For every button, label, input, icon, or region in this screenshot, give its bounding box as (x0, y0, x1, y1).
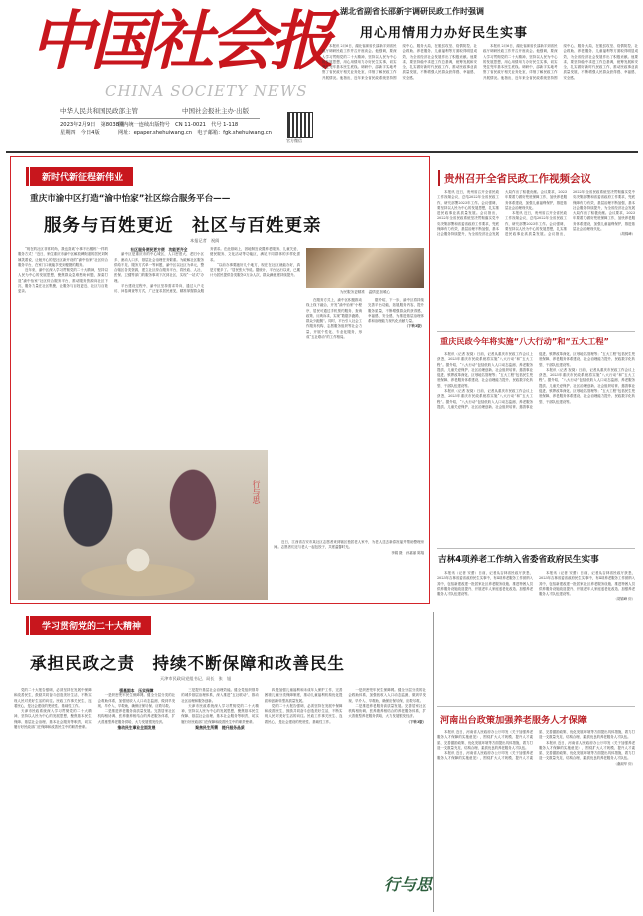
chongqing2-headline: 重庆民政今年将实施“八大行动”和“五大工程” (440, 336, 609, 346)
issue-number: 第8038期 (100, 122, 125, 128)
website[interactable]: 网址：epaper.shehuiwang.cn (118, 130, 193, 136)
jilin-headline: 吉林4项养老工作纳入省委省政府民生实事 (438, 555, 599, 565)
masthead-title: 中国社会报 (30, 4, 330, 79)
chongqing2-body: 本报讯（记者 祝阅）日前，记者从重庆市民政工作会议上获悉，2023年重庆市民政系统将实施“八大行动”和“五大工程”。据介绍，“八大行动”包括低收入人口动态监测、养老服务提质、儿童关爱保护、社区治理创新、社会组织培育、慈善事业促进、殡葬改革深化、区划地名管理等；“五大工程”包括民生兜底保障、养老服务体系建设、社会治理能力提升、民政数字化转型、干部队伍建设等。 本报讯（记者 祝阅）日前，记者从重庆市民政工作会议上获悉，2023年重庆市民政系统将实施“八大行动”和“五大工程”。据介绍，“八大行动”包括低收入人口动态监测、养老服务提质、儿童关爱保护、社区治理创新、社会组织培育、慈善事业促进、殡葬改革深化、区划地名管理等；“五大工程”包括民生兜底保障、养老服务体系建设、社会治理能力提升、民政数字化转型、干部队伍建设等。 本报讯（记者 祝阅）日前，记者从重庆市民政工作会议上获悉，2023年重庆市民政系统将实施“八大行动”和“五大工程”。据介绍，“八大行动”包括低收入人口动态监测、养老服务提质、儿童关爱保护、社区治理创新、社会组织培育、慈善事业促进、殡葬改革深化、区划地名管理等；“五大工程”包括民生兜底保障、养老服务体系建设、社会治理能力提升、民政数字化转型、干部队伍建设等。 (437, 352, 635, 409)
feature-headline: 服务与百姓更近 社区与百姓更亲 (44, 216, 322, 236)
feature-subhead-1: 社区服务便民更方便 功能更齐全 (130, 247, 188, 252)
feature-main-photo (18, 450, 268, 600)
cn-number: CN 11-0021 (175, 122, 206, 128)
masthead-english: CHINA SOCIETY NEWS (105, 82, 308, 100)
logo-stamp: 行与思 (384, 875, 433, 894)
feature-photo-credit: 李娟 摄 孙嘉丽 陈翔 (391, 550, 424, 555)
study-more: （下转3版） (406, 719, 426, 724)
feature-photo-caption: 近日，江西省吉安市某社区志愿者来到辖区独居老人家中，为老人送去新春祝福并帮助整理房间。志愿者们还与老人一起包饺子，共度温馨时光。 李娟 摄 孙嘉丽 陈翔 (274, 540, 424, 555)
masthead-tagline-left: 中华人民共和国民政部主管 (60, 107, 138, 115)
study-section-tag: 学习贯彻党的二十大精神 (30, 616, 151, 635)
feature-stamp-vertical: 行与思 (252, 480, 261, 504)
unified-label: 国内统一连续出版物号 (118, 122, 170, 128)
feature-kicker: 重庆市渝中区打造“渝中怡家”社区综合服务平台—— (30, 194, 231, 204)
study-subhead-1: 强基固本 压实保障 (119, 688, 154, 693)
study-body: 党的二十大报告强调，必须坚持在发展中保障和改善民生，鼓励共同奋斗创造美好生活，不断实现人民对美好生活的向往。民政工作事关民生、连着民心，是社会建设的兜底性、基础性工作。 天津市民政系统深入学习贯彻党的二十大精神，坚持以人民为中心的发展思想，聚焦基本民生保障、基层社会治理、基本社会服务等职责，切实履行好民政部门在保障和改善民生中的职责使命。 强基固本 压实保障 一是织密兜牢民生保障网。健全分层分类的社会救助体系，加强低收入人口动态监测，做到早发现、早介入、早救助，确保应保尽保、应救尽救。 二是推进养老服务高质量发展。完善居家社区机构相协调、医养康养相结合的养老服务体系，扩大普惠型养老服务供给，大力发展银发经济。 推动民生事业全面发展 三是提升基层社会治理效能。健全党组织领导的城乡基层治理体系，深入推进“五社联动”，推动社区治理和服务创新。 天津市民政系统深入学习贯彻党的二十大精神，坚持以人民为中心的发展思想，聚焦基本民生保障、基层社会治理、基本社会服务等职责，切实履行好民政部门在保障和改善民生中的职责使命。 聚焦民生所需 提升服务品质 四是加强儿童福利和未成年人保护工作，完善困境儿童分类保障制度，推动儿童福利机构优化提质和创新转型高质量发展。 党的二十大报告强调，必须坚持在发展中保障和改善民生，鼓励共同奋斗创造美好生活，不断实现人民对美好生活的向往。民政工作事关民生、连着民心，是社会建设的兜底性、基础性工作。 一是织密兜牢民生保障网。健全分层分类的社会救助体系，加强低收入人口动态监测，做到早发现、早介入、早救助，确保应保尽保、应救尽救。 二是推进养老服务高质量发展。完善居家社区机构相协调、医养康养相结合的养老服务体系，扩大普惠型养老服务供给，大力发展银发经济。 （下转3版） (14, 688, 426, 731)
top-right-headline: 用心用情用力办好民生实事 (360, 26, 529, 41)
guizhou-body: 本报讯 近日，贵州省召开全省民政工作视频会议，总结2022年全省民政工作，研究部署2023年工作。会议强调，要坚持以人民为中心的发展思想，扎实推进民政事业高质量发展。会议指出，2022年全省民政系统坚决贯彻落实党中央决策部署和省委省政府工作要求，兜底保障有力有效，基层治理不断加强，基本社会服务持续提升，为全省经济社会发展大局作出了积极贡献。会议要求，2023年要着力做好兜底保障工作，加快养老服务体系建设，加强儿童福利保护，推进基层社会治理现代化。 本报讯 近日，贵州省召开全省民政工作视频会议，总结2022年全省民政工作，研究部署2023年工作。会议强调，要坚持以人民为中心的发展思想，扎实推进民政事业高质量发展。会议指出，2022年全省民政系统坚决贯彻落实党中央决策部署和省委省政府工作要求，兜底保障有力有效，基层治理不断加强，基本社会服务持续提升，为全省经济社会发展大局作出了积极贡献。会议要求，2023年要着力做好兜底保障工作，加快养老服务体系建设，加强儿童福利保护，推进基层社会治理现代化。 （胡锦峰） (437, 190, 635, 237)
guizhou-headline: 贵州召开全省民政工作视频会议 (444, 173, 591, 185)
qr-caption: 官方微信 (286, 138, 302, 143)
henan-headline: 河南出台政策加强养老服务人才保障 (440, 715, 587, 726)
study-subhead-3: 聚焦民生所需 提升服务品质 (195, 725, 245, 731)
study-byline: 天津市民政局党组书记、局长 张 旭 (160, 676, 232, 681)
feature-more: （下转3版） (404, 324, 424, 329)
feature-small-photo-caption: 为民服务更精准 温情更加暖心 (339, 290, 391, 294)
feature-small-photo (306, 248, 424, 288)
jilin-body: 本报讯（记者 安蕾）日前，记者从吉林省民政厅获悉，2023年吉林省委省政府民生实事中，有4项养老服务工作被纳入其中，包括新建改建一批居家社区养老服务设施、推进特困人员供养服务设施改造提升、开展老年人家庭适老化改造、加强养老服务人才队伍建设等。 本报讯（记者 安蕾）日前，记者从吉林省民政厅获悉，2023年吉林省委省政府民生实事中，有4项养老服务工作被纳入其中，包括新建改建一批居家社区养老服务设施、推进特困人员供养服务设施改造提升、开展老年人家庭适老化改造、加强养老服务人才队伍建设等。 （胡锦峰 综） (437, 571, 635, 602)
feature-section-tag: 新时代新征程新伟业 (30, 167, 133, 186)
masthead-tagline-right: 中国社会报社主办·出版 (182, 107, 250, 115)
top-right-body: 本报讯 2月6日，湖北省副省长邵新宇到省民政厅调研民政工作并召开座谈会。他强调，要深入学习贯彻党的二十大精神，坚持以人民为中心的发展思想，用心用情用力办好民生实事，切实兜住兜牢基本民生底线。调研中，邵新宇实地考察了省民政厅相关业务处室，详细了解民政工作开展情况。他指出，近年来全省民政系统坚持围绕中心、服务大局，在脱贫攻坚、疫情防控、社会救助、养老服务、儿童福利等方面取得明显成效，为全省经济社会发展作出了积极贡献。他要求，要坚持稳中求进工作总基调，统筹发展和安全，扎实做好新时代民政工作，推动民政事业高质量发展，不断增强人民群众获得感、幸福感、安全感。 本报讯 2月6日，湖北省副省长邵新宇到省民政厅调研民政工作并召开座谈会。他强调，要深入学习贯彻党的二十大精神，坚持以人民为中心的发展思想，用心用情用力办好民生实事，切实兜住兜牢基本民生底线。调研中，邵新宇实地考察了省民政厅相关业务处室，详细了解民政工作开展情况。他指出，近年来全省民政系统坚持围绕中心、服务大局，在脱贫攻坚、疫情防控、社会救助、养老服务、儿童福利等方面取得明显成效，为全省经济社会发展作出了积极贡献。他要求，要坚持稳中求进工作总基调，统筹发展和安全，扎实做好新时代民政工作，推动民政事业高质量发展，不断增强人民群众获得感、幸福感、安全感。 (322, 44, 638, 80)
email[interactable]: 电子邮箱：fgk.shehuiwang.cn (197, 130, 272, 136)
feature-body: “现在的社区非常时尚，我也喜欢‘小事不出楼栋’一样的服务方式！”近日，家住重庆市渝中区解放碑街道的居民刘阿姨笑着说，让她开心的是社区新开设的“渝中怡家”社区综合服务平台，在家门口就能享受到便捷的服务。 近年来，渝中区深入学习贯彻党的二十大精神，坚持以人民为中心的发展思想，聚焦群众急难愁盼问题，探索打造“渝中怡家”社区综合服务平台，推动服务资源向社区下沉、服务力量在社区集聚，让服务与百姓更近、社区与百姓更亲。 社区服务便民更方便 功能更齐全 渝中区是重庆市的中心城区，人口密度大、老旧小区多、流动人口多，基层社会治理任务繁重。为破解社区服务供给不足、服务方式单一等问题，渝中区以社区为单元，整合辖区各类资源，建立社区综合服务平台，将民政、人社、医保、卫健等部门的服务事项下沉到社区，实现“一站式”办理。 平台建设过程中，渝中区坚持需求导向，通过入户走访、问卷调查等方式，广泛征求居民意见，精准掌握群众服务需求。在此基础上，因地制宜设置养老服务、儿童关爱、便民服务、文化活动等功能区，满足不同群体的多样化需求。 “以前办事要跑好几个地方，现在在社区就能办好，真是方便多了。”居民张大爷说。据统计，平台运行以来，已累计为居民提供各类服务3万余人次，群众满意度持续提升。 (18, 247, 300, 294)
study-subhead-2: 推动民生事业全面发展 (117, 725, 156, 731)
henan-body: 本报讯 近日，河南省人民政府办公厅印发《关于加强养老服务人才保障的实施意见》，围绕扩大人才规模、提升人才素质、完善激励政策、优化发展环境等方面提出具体措施，着力打造一支数量充足、结构合理、素质优良的养老服务人才队伍。 本报讯 近日，河南省人民政府办公厅印发《关于加强养老服务人才保障的实施意见》，围绕扩大人才规模、提升人才素质、完善激励政策、优化发展环境等方面提出具体措施，着力打造一支数量充足、结构合理、素质优良的养老服务人才队伍。 本报讯 近日，河南省人民政府办公厅印发《关于加强养老服务人才保障的实施意见》，围绕扩大人才规模、提升人才素质、完善激励政策、优化发展环境等方面提出具体措施，着力打造一支数量充足、结构合理、素质优良的养老服务人才队伍。 （谢淑华 综） (437, 730, 635, 766)
feature-body-right: 在服务方式上，渝中区积极推动线上线下融合，开发“渝中怡家”小程序，居民可通过手机预约服务、查询政策、反映诉求，实现“数据多跑路、群众少跑腿”。同时，平台引入社会工作服务机构、志愿服务组织等社会力量，开展个性化、专业化服务，形成“五社联动”的工作格局。 据介绍，下一步，渝中区将持续完善平台功能，拓展服务内容，提升服务质量，不断增强群众的获得感、幸福感、安全感，为推进基层治理体系和治理能力现代化贡献力量。 （下转3版） (306, 298, 424, 340)
qr-code[interactable] (287, 112, 313, 138)
study-headline: 承担民政之责 持续不断保障和改善民生 (30, 654, 345, 673)
top-right-story (322, 2, 638, 152)
issue-weekday: 星期四 (60, 130, 76, 136)
issue-date: 2023年2月9日 (60, 122, 96, 128)
issue-pages: 今日4版 (80, 130, 100, 136)
top-right-kicker: 湖北省副省长邵新宇调研民政工作时强调 (340, 7, 484, 16)
feature-byline: 本报记者 祝阅 (190, 238, 220, 243)
postal-code: 代号 1-118 (211, 122, 239, 128)
